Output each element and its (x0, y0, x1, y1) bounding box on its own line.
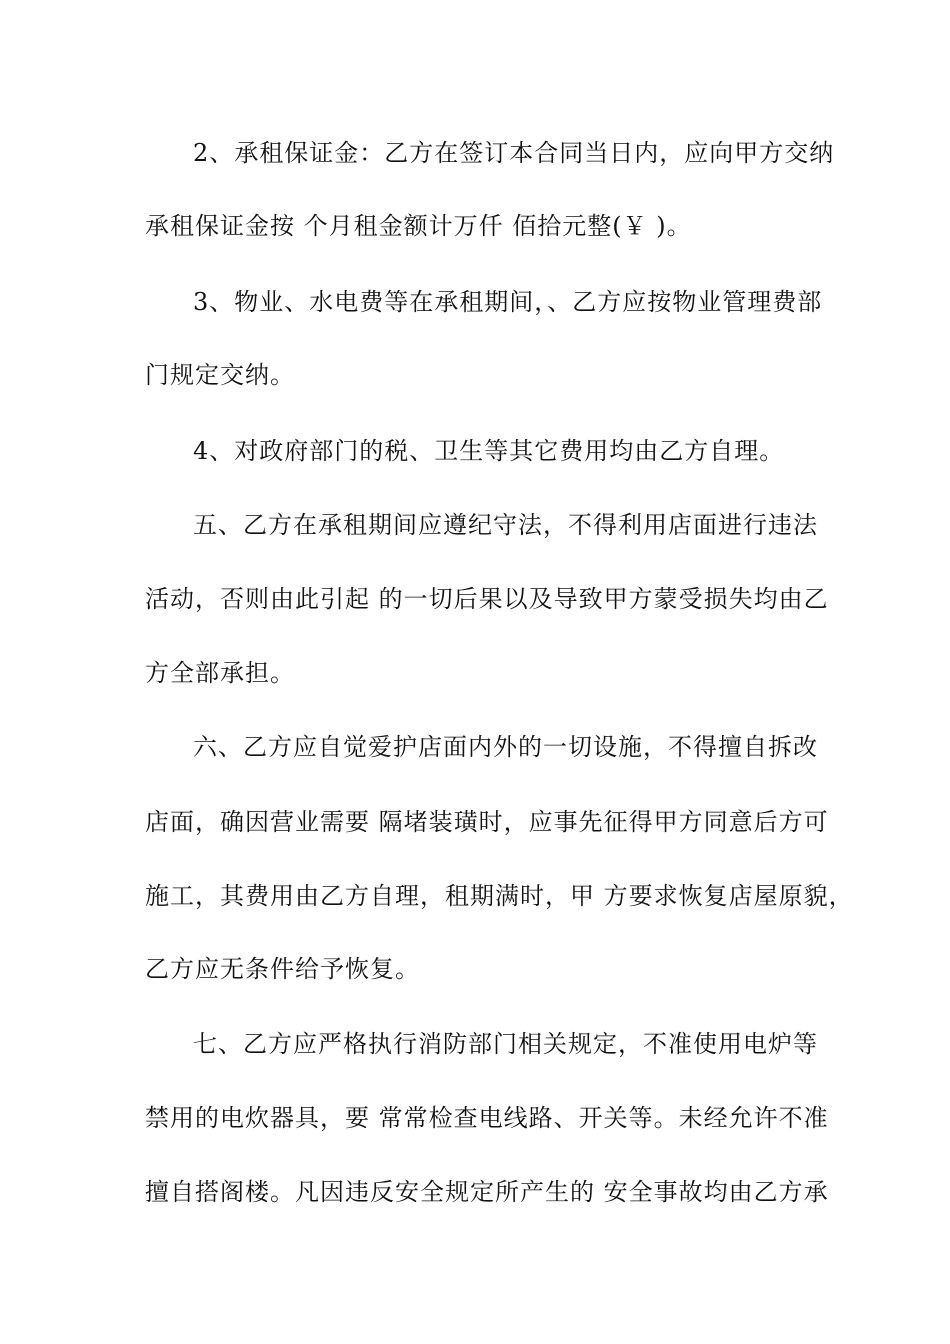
paragraph-line: 五、乙方在承租期间应遵纪守法，不得利用店面进行违法 (193, 511, 818, 539)
paragraph-line: 禁用的电炊器具，要 常常检查电线路、开关等。未经允许不准 (145, 1104, 829, 1132)
paragraph-line: 活动，否则由此引起 的一切后果以及导致甲方蒙受损失均由乙 (145, 585, 829, 613)
paragraph-line: 施工，其费用由乙方自理，租期满时，甲 方要求恢复店屋原貌， (145, 882, 854, 910)
paragraph-line: 3、物业、水电费等在承租期间，、乙方应按物业管理费部 (193, 288, 823, 316)
paragraph-line: 门规定交纳。 (145, 361, 295, 389)
paragraph-line: 六、乙方应自觉爱护店面内外的一切设施，不得擅自拆改 (193, 733, 818, 761)
paragraph-line: 擅自搭阁楼。凡因违反安全规定所产生的 安全事故均由乙方承 (145, 1178, 829, 1206)
paragraph-line: 4、对政府部门的税、卫生等其它费用均由乙方自理。 (193, 437, 785, 465)
paragraph-line: 乙方应无条件给予恢复。 (145, 955, 420, 983)
paragraph-line: 承租保证金按 个月租金额计万仟 佰拾元整(￥ )。 (145, 212, 692, 240)
paragraph-line: 方全部承担。 (145, 659, 295, 687)
paragraph-line: 七、乙方应严格执行消防部门相关规定，不准使用电炉等 (193, 1030, 818, 1058)
paragraph-line: 店面，确因营业需要 隔堵装璜时，应事先征得甲方同意后方可 (145, 808, 829, 836)
paragraph-line: 2、承租保证金：乙方在签订本合同当日内，应向甲方交纳 (193, 139, 835, 167)
